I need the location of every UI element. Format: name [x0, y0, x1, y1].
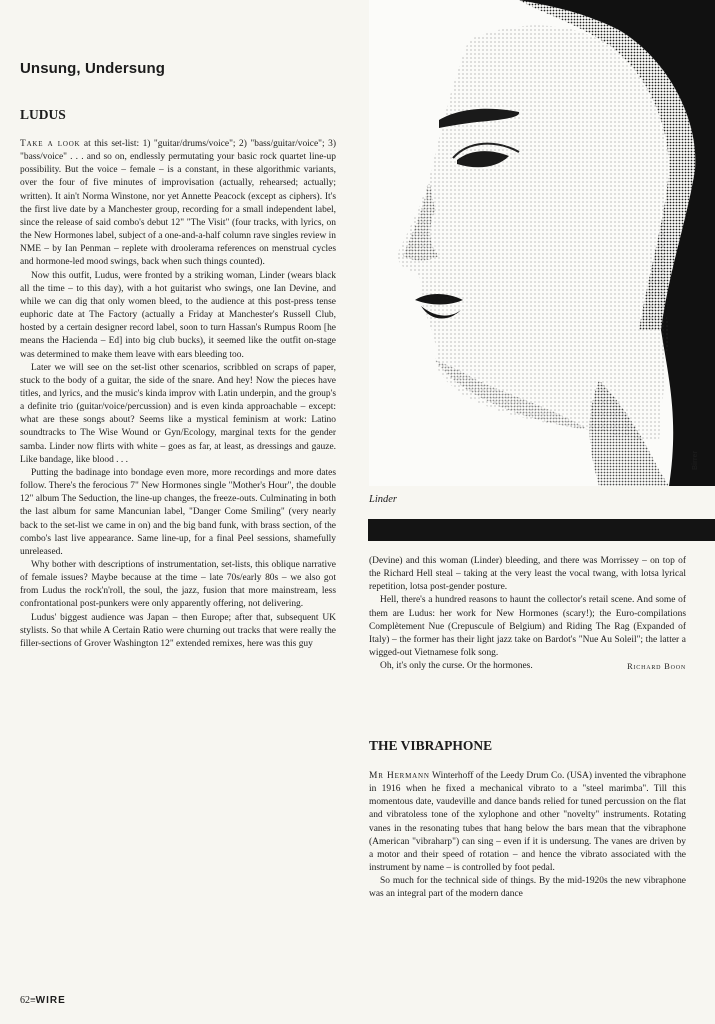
ludus-paragraph: Later we will see on the set-list other scenarios, scribbled on scraps of paper, stuck to the body of a guitar, the side of the snare. And hey! Now the pieces have titles, and lyrics, and the music's kinda improv with Latin underpin, and the group's a definite trio (guitar/voice/percussion) and is even kinda approachable – except: what are these songs about? Seems like a mystical feminism at work: Latino soundtracks to The Wise Wound or Gyn/Ecology, marginal texts for the gender samba. Linder now flirts with white – goes as far, at least, as dressings and gauze. Like bandage, like blood . . . — [20, 362, 336, 465]
vibraphone-paragraph: Mr Hermann Winterhoff of the Leedy Drum Co. (USA) invented the vibraphone in 1916 when he fixed a mechanical vibrato to a "steel marimba". Till this momentous date, vaudeville and dance bands relied for tuned percussion on the flat and vibratoless tone of the xylophone and other "novelty" instruments. Rotating vanes in the resonating tubes that hang below the bars mean that the vibraphone (American "vibraharp") can sing – even if it is undersung. The vanes are driven by a motor and their speed of rotation – and hence the vibrato associated with the instrument by name – is controlled by foot pedal. — [369, 771, 686, 874]
ludus-column-left — [20, 138, 336, 651]
ludus-paragraph: Now this outfit, Ludus, were fronted by a striking woman, Linder (wears black all the time – to this day), with a hot guitarist who swings, one Ian Devine, and while we can dig that only women bleed, to the audience at this post-press tense euphoric date at The Factory (actually a Friday at Manchester's Russell Club, hosted by a certain designer record label, soon to turn Hassan's Rumpus Room [he means the Hacienda – Ed] into big club bucks), it seemed like the outfit on-stage was determined to make them leave with ears bleeding too. — [20, 270, 336, 360]
vibraphone-column — [369, 770, 686, 902]
vibraphone-lead-in: Mr Hermann — [369, 771, 430, 781]
byline: Richard Boon — [627, 662, 686, 672]
ludus-paragraph: Hell, there's a hundred reasons to haunt the collector's retail scene. And some of them are Ludus: her work for New Hormones (scary!); the Euro-compilations Complètement Nue (Crepuscule of Belgium) and Riding The Rag (Expanded of Italy) – the former has their light jazz take on Bardot's "Nue Au Soleil"; the latter a wigged-out Vietnamese folk song. — [369, 595, 686, 659]
magazine-name: WIRE — [35, 995, 66, 1006]
ludus-lead-in: Take a look — [20, 139, 81, 149]
section-title: Unsung, Undersung — [20, 60, 166, 77]
page-folio — [20, 995, 66, 1006]
ludus-heading: LUDUS — [20, 107, 66, 122]
linder-portrait-photo — [369, 0, 715, 486]
portrait-halftone-image — [369, 0, 715, 486]
page-number: 62 — [20, 995, 30, 1006]
vibraphone-paragraph: So much for the technical side of things. By the mid-1920s the new vibraphone was an integral part of the modern dance — [369, 876, 686, 900]
ludus-paragraph: Oh, it's only the curse. Or the hormones. Richard Boon — [369, 660, 686, 673]
ludus-paragraph: Putting the badinage into bondage even more, more recordings and more dates follow. There's the ferocious 7" New Hormones single "Mother's Hour", the double 12" album The Seduction, the line-up changes, the freeze-outs. Culminating in both the last album for same Mancunian label, "Danger Come Smiling" (very nearly back to the set-list we came in on) and the big band funk, with brass section, of the combo's last live appearance. Same line-up, for a final Peel sessions, shamefully unreleased. — [20, 467, 336, 557]
vibraphone-heading: THE VIBRAPHONE — [369, 738, 493, 753]
folio-separator: ≡ — [30, 995, 36, 1006]
ludus-column-right — [369, 555, 686, 673]
black-rule-bar — [368, 519, 715, 541]
ludus-paragraph: Ludus' biggest audience was Japan – then Europe; after that, subsequent UK stylists. So that while A Certain Ratio were churning out tracks that were really the filler-sections of Grover Washington 12" extended remixes, here was this guy — [20, 612, 336, 649]
photo-credit: Birrer — [692, 450, 699, 470]
ludus-paragraph: Why bother with descriptions of instrumentation, set-lists, this oblique narrative of female issues? Maybe because at the time – late 70s/early 80s – we also got from Ludus the rock'n'roll, the soul, the jazz, fusion that more mainstream, less confrontational post-punkers were only apparently offering, not delivering. — [20, 560, 336, 610]
ludus-paragraph: Take a look at this set-list: 1) "guitar/drums/voice"; 2) "bass/guitar/voice"; 3) "bass/voice" . . . and so on, endlessly permutating your basic rock quartet line-up possibility. But the voice – female – is a constant, in these algorithmic variants, over the four of five minutes of improvisation (actually, rehearsed; actually; written). It ain't Norma Winstone, nor yet Annette Peacock (except as ciphers). It's the first live date by a Manchester group, recording for a small independent label, since the release of said combo's debut 12" "The Visit" (four tracks, with lyrics, on the New Hormones label, subject of a one-and-a-half column rave singles review in NME – by Ian Penman – replete with droolerama references on menstrual cycles and hormone-led mood swings, back when such things counted). — [20, 139, 336, 268]
ludus-paragraph: (Devine) and this woman (Linder) bleeding, and there was Morrissey – on top of the Richard Hell steal – taking at the very least the vocal twang, with lotsa lyrical repetition, lotsa post-gender posture. — [369, 556, 686, 593]
photo-caption: Linder — [369, 494, 398, 505]
